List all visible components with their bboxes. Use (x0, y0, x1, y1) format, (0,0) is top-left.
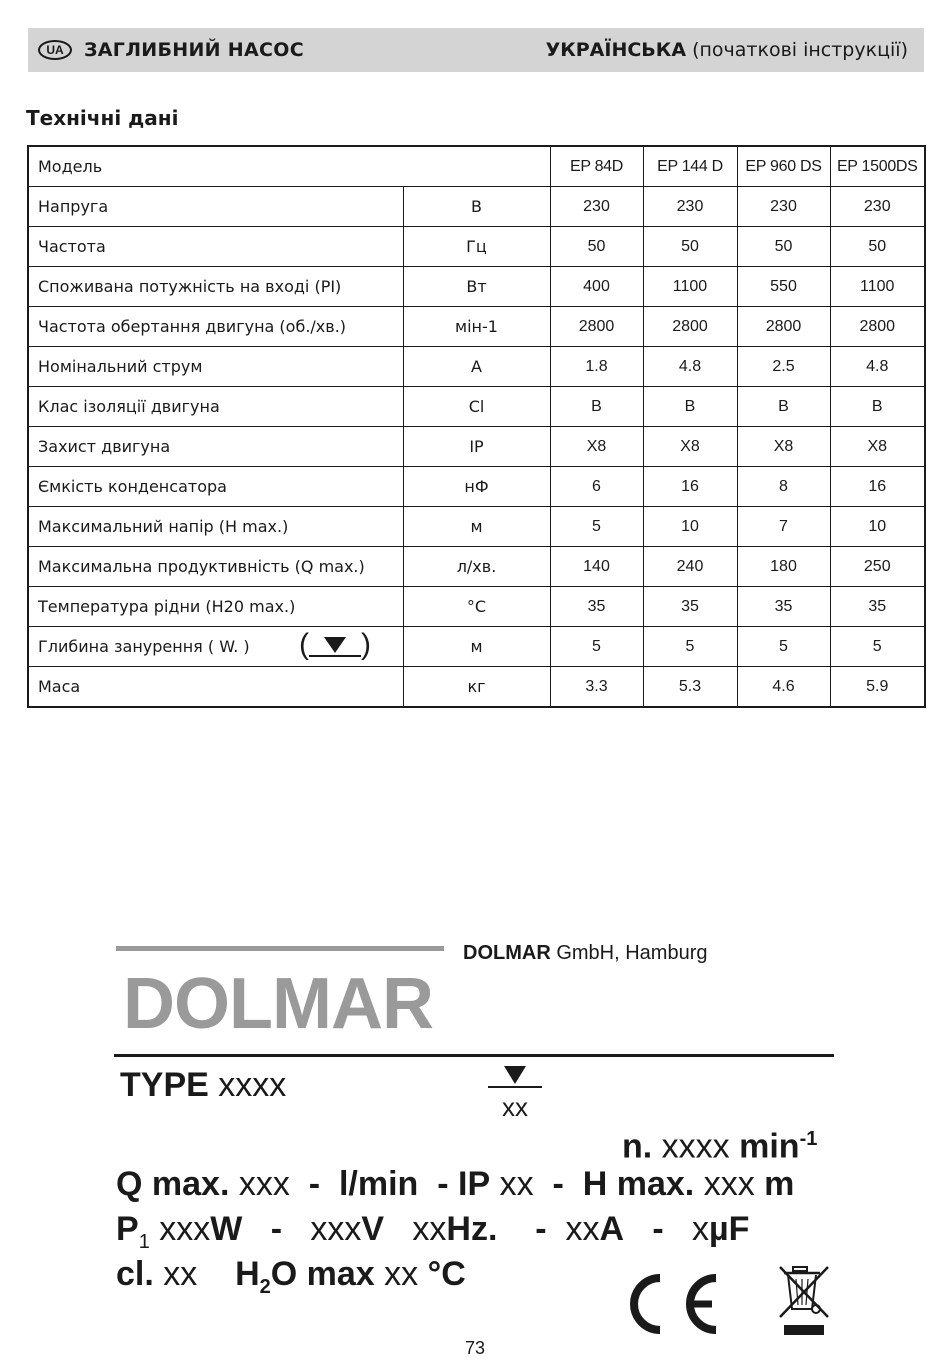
value-cell: 35 (737, 587, 830, 627)
document-title: ЗАГЛИБНИЙ НАСОС (84, 39, 304, 61)
unit: В (403, 187, 550, 227)
value-cell: 230 (737, 187, 830, 227)
water-level-icon (309, 635, 361, 657)
parameter-name: Маса (28, 667, 403, 708)
value-cell: 5.9 (830, 667, 925, 708)
value-cell: X8 (550, 427, 643, 467)
parameter-name: Захист двигуна (28, 427, 403, 467)
company-name-rest: GmbH, Hamburg (550, 942, 708, 964)
parameter-name: Максимальний напір (H max.) (28, 507, 403, 547)
a-value: xx (565, 1210, 600, 1248)
value-cell: 140 (550, 547, 643, 587)
value-cell: 4.8 (830, 347, 925, 387)
v-unit: V (361, 1210, 385, 1248)
value-cell: X8 (643, 427, 737, 467)
table-row (28, 267, 925, 307)
value-cell: 5.3 (643, 667, 737, 708)
table-row (28, 347, 925, 387)
ce-mark-icon (620, 1270, 720, 1338)
value-cell: 250 (830, 547, 925, 587)
cl-value: xx (163, 1255, 198, 1293)
parameter-name: Температура рідни (H20 max.) (28, 587, 403, 627)
value-cell: 2800 (643, 307, 737, 347)
cl-label: cl. (116, 1255, 154, 1293)
table-row (28, 667, 925, 708)
q-value: xxx (238, 1165, 290, 1203)
parameter-name: Споживана потужність на вході (PI) (28, 267, 403, 307)
model-name: EP 960 DS (737, 146, 830, 187)
value-cell: 5 (550, 627, 643, 667)
v-value: xxx (310, 1210, 362, 1248)
value-cell: 10 (643, 507, 737, 547)
value-cell: B (830, 387, 925, 427)
page-number: 73 (464, 1338, 486, 1358)
h2o-label-a: H (235, 1255, 260, 1293)
value-cell: 2800 (550, 307, 643, 347)
value-cell: 5 (550, 507, 643, 547)
unit: л/хв. (403, 547, 550, 587)
unit: нФ (403, 467, 550, 507)
unit: A (403, 347, 550, 387)
parameter-name: Частота (28, 227, 403, 267)
value-cell: 1100 (830, 267, 925, 307)
parameter-name: Номінальний струм (28, 347, 403, 387)
table-row (28, 547, 925, 587)
model-name: EP 1500DS (830, 146, 925, 187)
table-row (28, 187, 925, 227)
value-cell: 35 (550, 587, 643, 627)
speed-label: n. (622, 1127, 653, 1166)
parameter-name: Ємкість конденсатора (28, 467, 403, 507)
type-line (120, 1066, 286, 1104)
table-row (28, 227, 925, 267)
header-bar (28, 28, 924, 72)
h-value: xxx (703, 1165, 755, 1203)
speed-value: xxxx (661, 1127, 730, 1166)
value-cell: 180 (737, 547, 830, 587)
value-cell: B (643, 387, 737, 427)
technical-data-table (27, 145, 926, 708)
crossed-out-bin-icon (776, 1263, 832, 1339)
value-cell: 1.8 (550, 347, 643, 387)
value-cell: 1100 (643, 267, 737, 307)
language-note: (початкові інструкції) (692, 39, 908, 61)
table-row (28, 387, 925, 427)
class-line (116, 1255, 466, 1306)
value-cell: 8 (737, 467, 830, 507)
hz-value: xx (412, 1210, 447, 1248)
h2o-unit: °C (427, 1255, 466, 1293)
language-name: УКРАЇНСЬКА (545, 39, 687, 61)
unit: м (403, 507, 550, 547)
p-label: P (116, 1210, 139, 1248)
table-header-row (28, 146, 925, 187)
table-row (28, 467, 925, 507)
unit: Cl (403, 387, 550, 427)
value-cell: 550 (737, 267, 830, 307)
h2o-value: xx (384, 1255, 419, 1293)
speed-exponent: -1 (799, 1128, 818, 1150)
value-cell: 230 (830, 187, 925, 227)
type-label: TYPE (120, 1066, 209, 1104)
value-cell: 5 (830, 627, 925, 667)
unit: мін-1 (403, 307, 550, 347)
speed-unit: min (739, 1127, 800, 1166)
parameter-name: Напруга (28, 187, 403, 227)
unit: Вт (403, 267, 550, 307)
value-cell: 230 (643, 187, 737, 227)
company-name-bold: DOLMAR (463, 942, 551, 964)
plate-main-rule (114, 1054, 834, 1057)
immersion-depth-mark (488, 1064, 542, 1124)
model-label: Модель (28, 146, 550, 187)
value-cell: B (550, 387, 643, 427)
value-cell: 5 (737, 627, 830, 667)
parameter-name: Частота обертання двигуна (об./хв.) (28, 307, 403, 347)
value-cell: 50 (737, 227, 830, 267)
hz-unit: Hz. (446, 1210, 498, 1248)
value-cell: B (737, 387, 830, 427)
value-cell: 2.5 (737, 347, 830, 387)
h2o-subscript: 2 (259, 1275, 271, 1298)
a-unit: A (599, 1210, 624, 1248)
section-title: Технічні дані (26, 106, 179, 130)
uf-unit: µF (709, 1210, 750, 1248)
parameter-name: Клас ізоляції двигуна (28, 387, 403, 427)
value-cell: 50 (550, 227, 643, 267)
depth-value: xx (502, 1092, 528, 1122)
unit: м (403, 627, 550, 667)
value-cell: 10 (830, 507, 925, 547)
immersion-depth-symbol: ( ) (299, 628, 371, 661)
value-cell: 6 (550, 467, 643, 507)
value-cell: 50 (643, 227, 737, 267)
ip-label: IP (458, 1165, 491, 1203)
value-cell: X8 (737, 427, 830, 467)
type-value: xxxx (218, 1066, 287, 1104)
unit: IP (403, 427, 550, 467)
flow-unit: l/min (338, 1165, 419, 1203)
parameter-name (28, 627, 403, 667)
company-name (463, 942, 707, 965)
model-name: EP 144 D (643, 146, 737, 187)
value-cell: 35 (643, 587, 737, 627)
value-cell: 240 (643, 547, 737, 587)
parameter-name-text: Глибина занурення ( W. ) (38, 637, 250, 656)
model-name: EP 84D (550, 146, 643, 187)
value-cell: 16 (643, 467, 737, 507)
value-cell: 4.6 (737, 667, 830, 708)
value-cell: 16 (830, 467, 925, 507)
value-cell: 400 (550, 267, 643, 307)
language-badge: UA (38, 40, 72, 60)
table-row (28, 307, 925, 347)
plate-top-rule (116, 946, 444, 951)
table-row (28, 427, 925, 467)
table-row (28, 627, 925, 667)
table-row (28, 507, 925, 547)
w-unit: W (210, 1210, 243, 1248)
uf-value: x (692, 1210, 710, 1248)
p-subscript: 1 (138, 1230, 150, 1253)
value-cell: 230 (550, 187, 643, 227)
ip-value: xx (499, 1165, 534, 1203)
dolmar-logo: DOLMAR (123, 964, 433, 1044)
value-cell: 2800 (737, 307, 830, 347)
value-cell: 3.3 (550, 667, 643, 708)
value-cell: 5 (643, 627, 737, 667)
speed-line (622, 1120, 817, 1165)
h-label: H max. (582, 1165, 695, 1203)
water-level-icon (504, 1066, 526, 1084)
value-cell: X8 (830, 427, 925, 467)
value-cell: 7 (737, 507, 830, 547)
unit: °C (403, 587, 550, 627)
h2o-label-b: O max (270, 1255, 375, 1293)
unit: Гц (403, 227, 550, 267)
q-label: Q max. (116, 1165, 230, 1203)
h-unit: m (764, 1165, 795, 1203)
unit: кг (403, 667, 550, 708)
parameter-name: Максимальна продуктивність (Q max.) (28, 547, 403, 587)
language-label (546, 39, 908, 61)
flow-line: Q max. xxx - l/min - IP xx - H max. xxx m (116, 1165, 795, 1203)
p-value: xxx (159, 1210, 211, 1248)
power-line: $P_1$ xxxW - xxxV xxHz. - xxA - xµF (116, 1210, 750, 1253)
table-row (28, 587, 925, 627)
value-cell: 4.8 (643, 347, 737, 387)
value-cell: 2800 (830, 307, 925, 347)
value-cell: 50 (830, 227, 925, 267)
value-cell: 35 (830, 587, 925, 627)
